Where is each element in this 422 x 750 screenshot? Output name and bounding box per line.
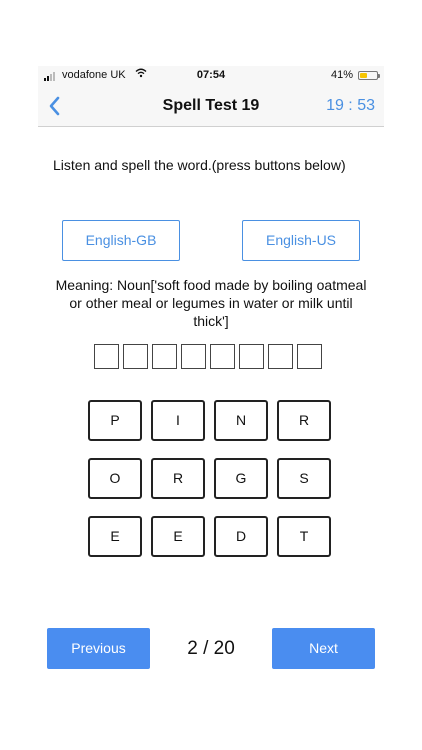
letter-key[interactable]: D: [214, 516, 268, 557]
countdown-timer: 19 : 53: [326, 97, 375, 114]
answer-slot[interactable]: [210, 344, 235, 369]
clock-time: 07:54: [196, 69, 226, 81]
letter-key[interactable]: I: [151, 400, 205, 441]
battery-percent: 41%: [330, 69, 353, 81]
meaning-text: Meaning: Noun['soft food made by boiling oatmeal or other meal or legumes in water or milk until thick']: [55, 277, 367, 329]
answer-slots: [94, 344, 322, 369]
navigation-bar: [38, 86, 384, 127]
instructions-text: Listen and spell the word.(press buttons below): [53, 157, 346, 173]
next-button[interactable]: Next: [272, 628, 375, 669]
english-gb-button[interactable]: English-GB: [62, 220, 180, 261]
answer-slot[interactable]: [297, 344, 322, 369]
question-counter: 2 / 20: [187, 638, 235, 659]
letter-key[interactable]: R: [277, 400, 331, 441]
english-us-button[interactable]: English-US: [242, 220, 360, 261]
letter-key[interactable]: E: [151, 516, 205, 557]
page-title: Spell Test 19: [162, 97, 260, 114]
letter-key[interactable]: P: [88, 400, 142, 441]
letter-key[interactable]: R: [151, 458, 205, 499]
previous-button[interactable]: Previous: [47, 628, 150, 669]
letter-key[interactable]: O: [88, 458, 142, 499]
answer-slot[interactable]: [123, 344, 148, 369]
letter-key[interactable]: E: [88, 516, 142, 557]
status-bar: [38, 66, 384, 86]
battery-level: [360, 73, 367, 78]
app-screen: [38, 66, 384, 750]
carrier-label: vodafone UK: [62, 69, 126, 81]
answer-slot[interactable]: [152, 344, 177, 369]
answer-slot[interactable]: [181, 344, 206, 369]
answer-slot[interactable]: [94, 344, 119, 369]
letter-keypad: [88, 400, 331, 557]
letter-key[interactable]: S: [277, 458, 331, 499]
letter-key[interactable]: N: [214, 400, 268, 441]
answer-slot[interactable]: [239, 344, 264, 369]
letter-key[interactable]: T: [277, 516, 331, 557]
letter-key[interactable]: G: [214, 458, 268, 499]
answer-slot[interactable]: [268, 344, 293, 369]
battery-icon: [358, 71, 378, 80]
